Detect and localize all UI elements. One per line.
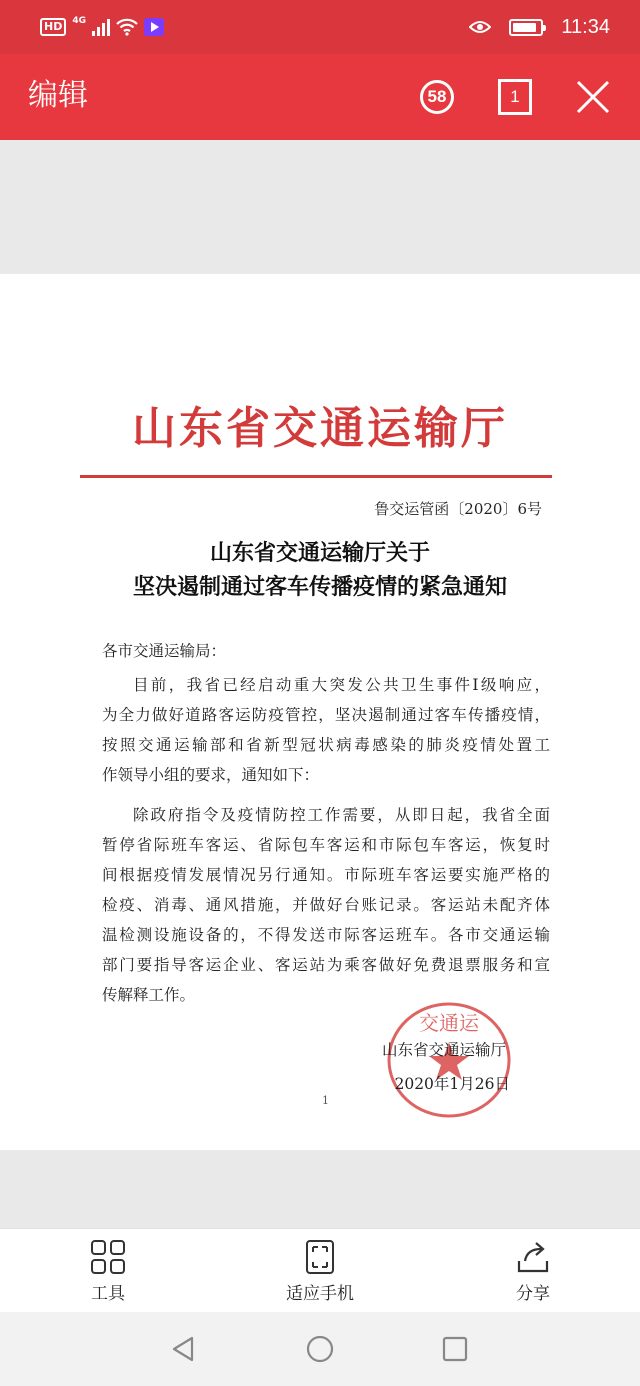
top-toolbar xyxy=(0,54,640,140)
grid-icon xyxy=(90,1239,126,1275)
paragraph-line: 除政府指令及疫情防控工作需要，从即日起，我省全面 xyxy=(133,806,550,824)
paragraph-line: 检疫、消毒、通风措施，并做好台账记录。客运站未配齐体 xyxy=(102,896,550,914)
paragraph-line: 部门要指导客运企业、客运站为乘客做好免费退票服务和宣 xyxy=(102,956,550,974)
share-label: 分享 xyxy=(516,1284,550,1304)
letterhead: 山东省交通运输厅 xyxy=(132,403,508,454)
tools-button[interactable] xyxy=(78,1239,138,1304)
home-icon[interactable] xyxy=(305,1334,335,1364)
page-number: 1 xyxy=(322,1094,329,1107)
paragraph-line: 间根据疫情发展情况另行通知。市际班车客运要实施严格的 xyxy=(102,866,550,884)
salutation: 各市交通运输局： xyxy=(102,642,227,660)
fit-to-phone-button[interactable] xyxy=(270,1239,370,1304)
battery-level xyxy=(513,23,535,32)
paragraph-1 xyxy=(102,670,550,790)
fit-screen-icon xyxy=(305,1239,335,1275)
close-icon[interactable] xyxy=(574,78,612,116)
edit-button[interactable]: 编辑 xyxy=(28,78,88,113)
sign-date: 2020年1月26日 xyxy=(394,1075,510,1093)
back-icon[interactable] xyxy=(168,1334,198,1364)
official-seal xyxy=(381,1000,514,1120)
clock: 11:34 xyxy=(561,15,610,38)
paragraph-line: 温检测设施设备的，不得发送市际客运班车。各市交通运输 xyxy=(102,926,550,944)
status-right xyxy=(469,12,610,42)
share-button[interactable] xyxy=(503,1239,563,1304)
doc-title-line2: 坚决遏制通过客车传播疫情的紧急通知 xyxy=(132,574,507,600)
paragraph-line: 暂停省际班车客运、省际包车客运和市际包车客运，恢复时 xyxy=(102,836,550,854)
system-nav-bar xyxy=(0,1312,640,1386)
paragraph-line: 为全力做好道路客运防疫管控，坚决遏制通过客车传播疫情， xyxy=(102,706,550,724)
red-divider xyxy=(80,475,552,478)
doc-title-line1: 山东省交通运输厅关于 xyxy=(209,540,430,566)
hd-badge: HD xyxy=(40,18,66,36)
eye-comfort-icon xyxy=(469,20,491,34)
comment-count-badge[interactable]: 58 xyxy=(420,80,454,114)
tools-label: 工具 xyxy=(91,1284,125,1304)
paragraph-line: 作领导小组的要求，通知如下： xyxy=(102,766,320,784)
doc-number: 鲁交运管函〔2020〕6号 xyxy=(374,500,542,518)
page-indicator-button[interactable]: 1 xyxy=(498,79,532,115)
network-type: 4G xyxy=(72,16,86,26)
share-icon xyxy=(515,1239,551,1275)
recent-apps-icon[interactable] xyxy=(440,1334,470,1364)
document-page[interactable] xyxy=(0,274,640,1150)
fit-label: 适应手机 xyxy=(286,1284,354,1304)
signal-icon xyxy=(92,18,110,36)
paragraph-line: 按照交通运输部和省新型冠状病毒感染的肺炎疫情处置工 xyxy=(102,736,550,754)
paragraph-line: 传解释工作。 xyxy=(102,986,196,1004)
wifi-icon xyxy=(116,18,138,36)
seal-text: 交通运 xyxy=(419,1011,479,1035)
video-app-icon xyxy=(144,18,164,36)
status-left xyxy=(40,14,164,40)
status-bar xyxy=(0,0,640,54)
paragraph-line: 目前，我省已经启动重大突发公共卫生事件Ⅰ级响应， xyxy=(133,676,550,694)
paragraph-2 xyxy=(102,800,550,1010)
signer: 山东省交通运输厅 xyxy=(381,1041,506,1059)
bottom-toolbar xyxy=(0,1228,640,1312)
battery-icon xyxy=(509,19,543,36)
